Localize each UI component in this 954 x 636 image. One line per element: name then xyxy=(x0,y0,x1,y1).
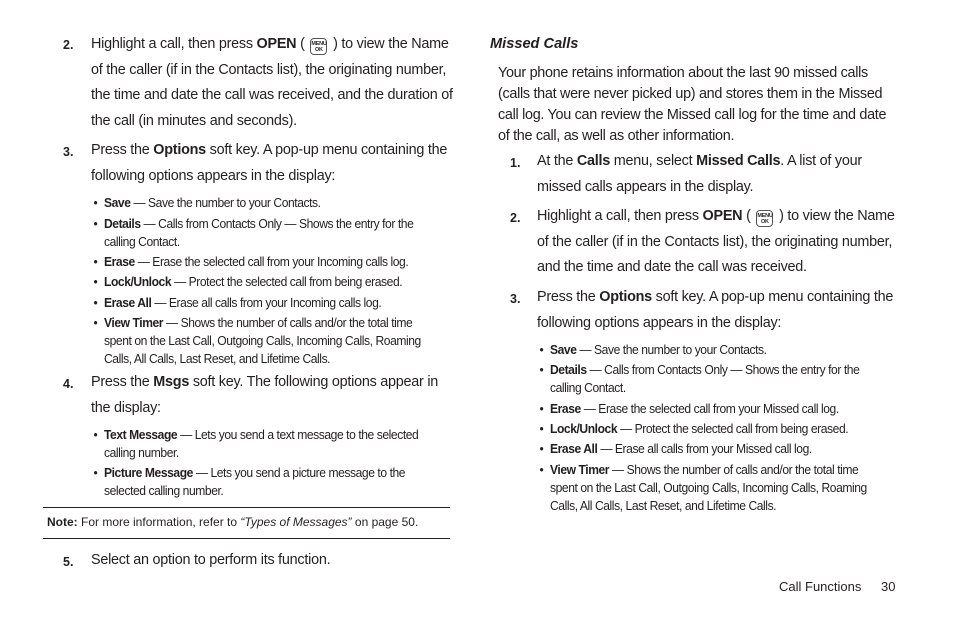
missed-step-1-text: At the Calls menu, select Missed Calls. A list of your missed calls appears in the display. xyxy=(537,153,862,195)
step-number: 4. xyxy=(63,377,74,391)
bullet-picture-message: • Picture Message — Lets you send a picture message to the selected calling number. xyxy=(93,466,406,498)
menu-ok-key-icon: MENU OK xyxy=(756,210,773,227)
bullet-details: • Details — Calls from Contacts Only — Shows the entry for the calling Contact. xyxy=(93,217,414,249)
bullet-view-timer: • View Timer — Shows the number of calls and/or the total time spent on the Last Call, Outgoing Calls, Incoming Calls, Roaming Calls, All Calls, Last Reset, and Lifetime Calls. xyxy=(539,463,867,513)
bullet-erase-all: • Erase All — Erase all calls from your Missed call log. xyxy=(539,442,812,456)
note-reference-link: “Types of Messages” xyxy=(240,515,352,529)
note-top-rule xyxy=(43,507,450,508)
missed-step-3-text: Press the Options soft key. A pop-up menu containing the following options appears in the display: xyxy=(537,289,894,331)
step-number: 1. xyxy=(510,156,521,170)
step-3-text: Press the Options soft key. A pop-up menu containing the following options appears in the display: xyxy=(91,142,448,184)
bullet-erase: • Erase — Erase the selected call from your Missed call log. xyxy=(539,402,839,416)
bullet-text-message: • Text Message — Lets you send a text message to the selected calling number. xyxy=(93,428,419,460)
footer-section-title: Call Functions xyxy=(779,579,862,594)
bullet-erase: • Erase — Erase the selected call from your Incoming calls log. xyxy=(93,255,409,269)
missed-step-2-text: Highlight a call, then press OPEN ( MENU OK ) to view the Name of the caller (if in the Contacts list), the originating number, and the time and date the call was received. xyxy=(537,208,895,275)
step-2-text: Highlight a call, then press OPEN ( MENU OK ) to view the Name of the caller (if in the Contacts list), the originating number, the time and date the call was received, and the duration of the call (in minutes and seconds). xyxy=(91,36,453,129)
step-5-text: Select an option to perform its function. xyxy=(91,552,331,568)
step-number: 3. xyxy=(510,292,521,306)
bullet-save: • Save — Save the number to your Contacts. xyxy=(93,196,321,210)
bullet-details: • Details — Calls from Contacts Only — Shows the entry for the calling Contact. xyxy=(539,363,860,395)
page-number: 30 xyxy=(881,579,896,594)
menu-ok-key-icon: MENU OK xyxy=(310,38,327,55)
bullet-save: • Save — Save the number to your Contacts. xyxy=(539,343,767,357)
step-number: 3. xyxy=(63,145,74,159)
intro-paragraph: Your phone retains information about the last 90 missed calls (calls that were never picked up) and stores them in the Missed call log. You can review the Missed call log for the time and date of the call, as well as other information. xyxy=(498,65,887,144)
bullet-lock-unlock: • Lock/Unlock — Protect the selected call from being erased. xyxy=(93,275,403,289)
bullet-lock-unlock: • Lock/Unlock — Protect the selected call from being erased. xyxy=(539,422,849,436)
bullet-view-timer: • View Timer — Shows the number of calls and/or the total time spent on the Last Call, Outgoing Calls, Incoming Calls, Roaming Calls, All Calls, Last Reset, and Lifetime Calls. xyxy=(93,316,421,366)
section-heading: Missed Calls xyxy=(490,36,579,52)
step-number: 2. xyxy=(63,38,74,52)
note-bottom-rule xyxy=(43,538,450,539)
step-number: 5. xyxy=(63,555,74,569)
step-number: 2. xyxy=(510,211,521,225)
step-4-text: Press the Msgs soft key. The following options appear in the display: xyxy=(91,374,439,416)
note: Note: For more information, refer to “Types of Messages” on page 50. xyxy=(47,515,419,529)
bullet-erase-all: • Erase All — Erase all calls from your Incoming calls log. xyxy=(93,296,382,310)
